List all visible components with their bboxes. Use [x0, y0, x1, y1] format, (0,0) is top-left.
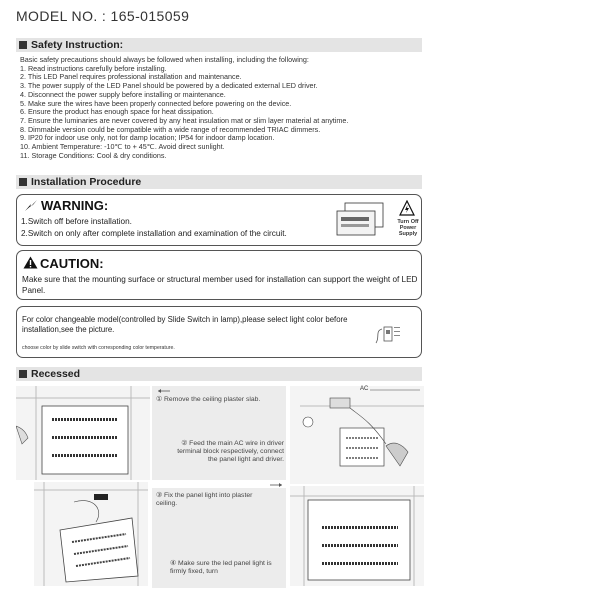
high-voltage-icon — [399, 200, 415, 216]
step-4-text: ④ Make sure the led panel light is firmly fixed, turn — [170, 560, 272, 575]
installed-panel-illustration — [290, 486, 424, 586]
warning-title: WARNING: — [41, 198, 109, 213]
safety-line: 6. Ensure the product has enough space for heat dissipation. — [20, 107, 214, 117]
step-2-text: ② Feed the main AC wire in driver terminal block respectively, connect the panel light and driver. — [177, 440, 284, 463]
caution-triangle-icon — [23, 256, 38, 269]
safety-line: 11. Storage Conditions: Cool & dry conditions. — [20, 150, 167, 160]
installed-panel-image — [290, 486, 424, 586]
safety-line: 7. Ensure the luminaries are never covered by any heat insulation mat or slim layer material at anytime. — [20, 115, 349, 125]
ceiling-grid-image — [16, 386, 150, 480]
caution-box — [16, 250, 422, 300]
warning-line: 1.Switch off before installation. — [21, 217, 132, 226]
wiring-image — [290, 386, 424, 484]
safety-line: 9. IP20 for indoor use only, not for damp location; IP54 for indoor damp location. — [20, 133, 275, 143]
turn-off-label: Turn Off — [397, 219, 419, 225]
color-select-box — [16, 306, 422, 358]
safety-line: 3. The power supply of the LED Panel should be powered by a dedicated external LED driver. — [20, 81, 318, 91]
ac-label: AC — [360, 386, 369, 392]
section-square-icon — [19, 370, 27, 378]
installation-section-header — [16, 175, 422, 189]
safety-line: 10. Ambient Temperature: -10℃ to + 45℃. Avoid direct sunlight. — [20, 142, 225, 152]
steps-3-4-panel — [152, 488, 286, 588]
safety-title: Safety Instruction: — [31, 39, 124, 51]
recessed-section-header — [16, 367, 422, 381]
ceiling-grid-illustration-1 — [16, 386, 150, 480]
warning-lightning-icon — [23, 199, 39, 212]
caution-text: Make sure that the mounting surface or structural member used for installation can support the weight of LED Panel. — [22, 275, 418, 295]
color-select-note: choose color by slide switch with corresponding color temperature. — [22, 345, 175, 351]
arrow-left-icon — [156, 388, 172, 394]
model-number: MODEL NO. : 165-015059 — [16, 8, 190, 24]
section-square-icon — [19, 41, 27, 49]
breaker-box-icon — [335, 201, 385, 239]
wiring-illustration — [290, 386, 424, 484]
safety-line: 1. Read instructions carefully before installing. — [20, 63, 167, 73]
caution-title: CAUTION: — [40, 256, 104, 271]
color-select-text: For color changeable model(controlled by Slide Switch in lamp),please select light color before installation,see the picture. — [22, 315, 348, 334]
section-square-icon — [19, 178, 27, 186]
warning-line: 2.Switch on only after complete installation and examination of the circuit. — [21, 229, 287, 238]
safety-section-header — [16, 38, 422, 52]
warning-box — [16, 194, 422, 246]
safety-line: 8. Dimmable version could be compatible with a wide range of recommended TRIAC dimmers. — [20, 124, 321, 134]
step-1-text: ① Remove the ceiling plaster slab. — [156, 396, 261, 403]
safety-line: 4. Disconnect the power supply before installing or maintenance. — [20, 89, 226, 99]
power-supply-label: Power Supply — [398, 225, 418, 237]
safety-list — [20, 56, 420, 160]
recessed-title: Recessed — [31, 368, 81, 380]
panel-insert-illustration — [34, 482, 148, 586]
panel-insert-image — [34, 482, 148, 586]
slide-switch-icon — [372, 317, 402, 347]
safety-line: 2. This LED Panel requires professional installation and maintenance. — [20, 72, 242, 82]
safety-line: 5. Make sure the wires have been properly connected before powering on the device. — [20, 98, 292, 108]
steps-1-2-panel — [152, 386, 286, 480]
safety-line: Basic safety precautions should always be followed when installing, including the following: — [20, 55, 309, 64]
installation-title: Installation Procedure — [31, 176, 142, 188]
step-3-text: ③ Fix the panel light into plaster ceiling. — [156, 492, 253, 507]
